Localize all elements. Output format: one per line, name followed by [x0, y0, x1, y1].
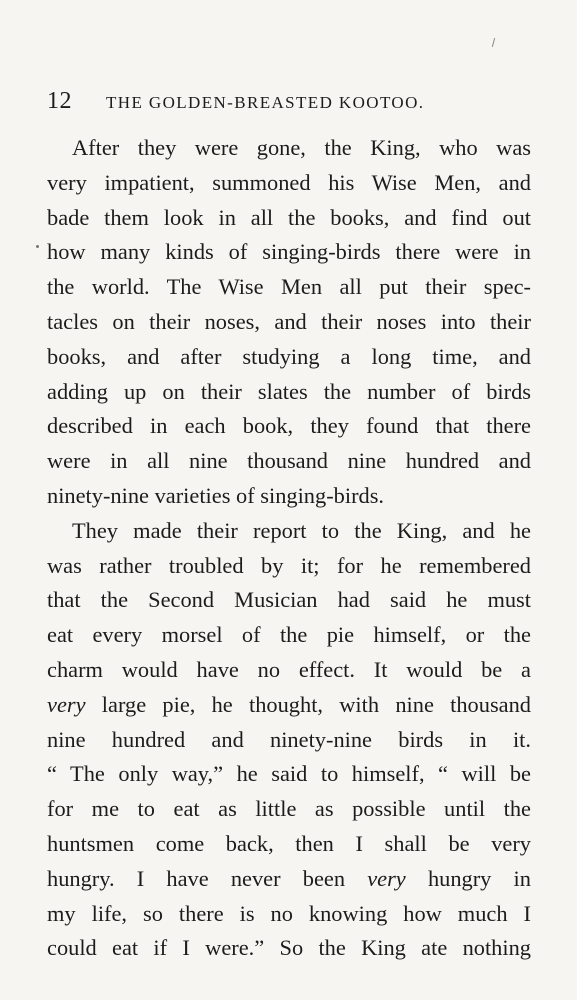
text-line: was rather troubled by it; for he remembered	[47, 552, 531, 578]
text-line: that the Second Musician had said he must	[47, 587, 531, 613]
text-line: “ The only way,” he said to himself, “ will be	[47, 761, 531, 787]
emphasis-word: very	[47, 691, 86, 717]
text-line-with-emphasis	[47, 862, 531, 897]
text-line: books, and after studying a long time, and	[47, 343, 531, 369]
text-line: After they were gone, the King, who was	[72, 135, 531, 160]
text-line: for me to eat as little as possible until the	[47, 796, 531, 822]
paper-speck	[36, 245, 39, 248]
text-line: huntsmen come back, then I shall be very	[47, 830, 531, 856]
text-segment: large pie, he thought, with nine thousand	[101, 691, 531, 717]
text-line: adding up on their slates the number of birds	[47, 378, 531, 404]
text-line: the world. The Wise Men all put their spec-	[47, 274, 531, 300]
text-line: tacles on their noses, and their noses into their	[47, 308, 531, 334]
text-line: nine hundred and ninety-nine birds in it.	[47, 726, 531, 752]
running-head: THE GOLDEN-BREASTED KOOTOO.	[106, 93, 425, 112]
text-line: were in all nine thousand nine hundred and	[47, 448, 531, 474]
page-header	[47, 88, 532, 118]
text-segment: hungry. I have never been	[47, 865, 346, 891]
text-line: eat every morsel of the pie himself, or the	[47, 622, 531, 648]
text-line: my life, so there is no knowing how much I	[47, 900, 531, 926]
page-number: 12	[47, 88, 72, 114]
text-line: could eat if I were.” So the King ate nothing	[47, 935, 531, 961]
text-segment: hungry in	[427, 865, 531, 891]
text-line: described in each book, they found that there	[47, 413, 531, 439]
body-text	[47, 131, 531, 966]
text-line-with-emphasis	[47, 688, 531, 723]
text-line: ninety-nine varieties of singing-birds.	[47, 482, 385, 508]
paper-scratch	[492, 38, 495, 47]
text-line: charm would have no effect. It would be a	[47, 656, 531, 682]
emphasis-word: very	[367, 865, 406, 891]
text-line: how many kinds of singing-birds there were in	[47, 239, 531, 265]
text-line: bade them look in all the books, and find out	[47, 204, 531, 230]
text-line: very impatient, summoned his Wise Men, and	[47, 169, 531, 195]
text-line: They made their report to the King, and he	[72, 517, 531, 543]
